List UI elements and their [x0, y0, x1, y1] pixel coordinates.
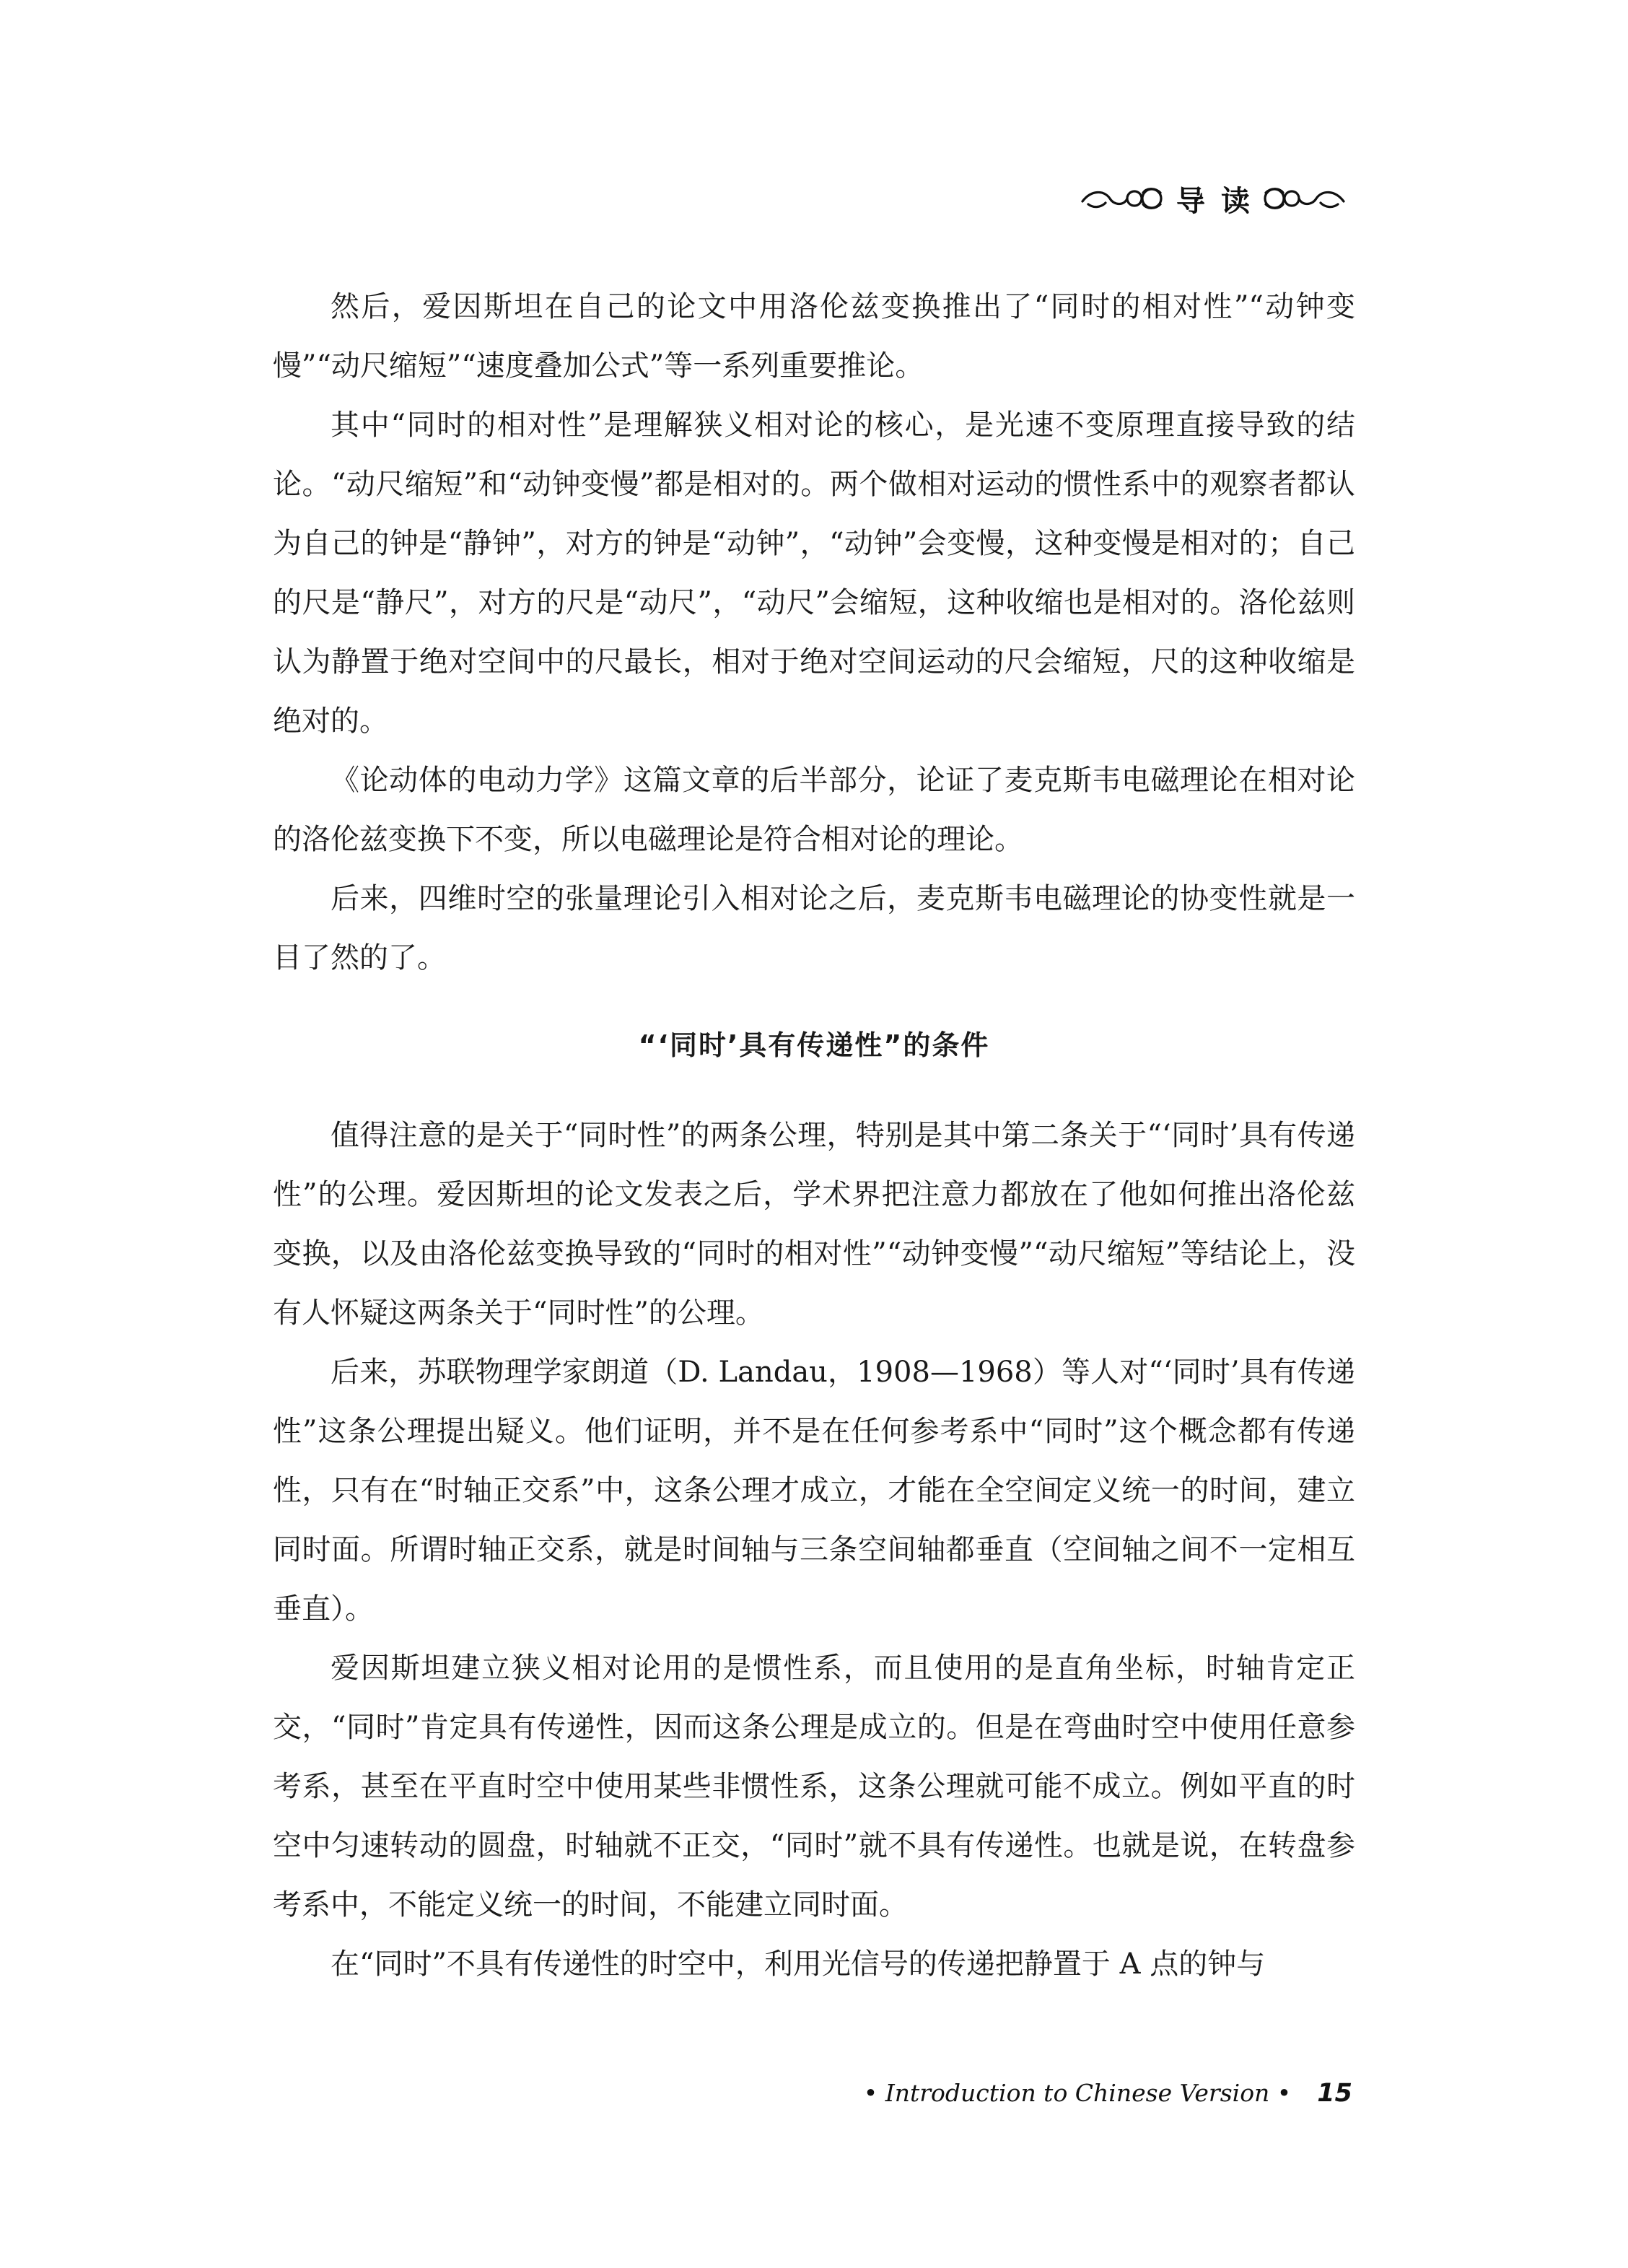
paragraph: 后来，苏联物理学家朗道（D. Landau，1908—1968）等人对“‘同时’具有传递性”这条公理提出疑义。他们证明，并不是在任何参考系中“同时”这个概念都有传递性，只有在“时轴正交系”中，这条公理才成立，才能在全空间定义统一的时间，建立同时面。所谓时轴正交系，就是时间轴与三条空间轴都垂直（空间轴之间不一定相互垂直）。 [273, 1356, 1355, 1626]
paragraph: 其中“同时的相对性”是理解狭义相对论的核心，是光速不变原理直接导致的结论。“动尺缩短”和“动钟变慢”都是相对的。两个做相对运动的惯性系中的观察者都认为自己的钟是“静钟”，对方的钟是“动钟”，“动钟”会变慢，这种变慢是相对的；自己的尺是“静尺”，对方的尺是“动尺”，“动尺”会缩短，这种收缩也是相对的。洛伦兹则认为静置于绝对空间中的尺最长，相对于绝对空间运动的尺会缩短，尺的这种收缩是绝对的。 [273, 409, 1355, 738]
paragraph: 在“同时”不具有传递性的时空中，利用光信号的传递把静置于 A 点的钟与 [331, 1948, 1266, 1981]
scroll-ornament-icon [1080, 183, 1166, 214]
running-header [1080, 173, 1347, 224]
paragraph: 值得注意的是关于“同时性”的两条公理，特别是其中第二条关于“‘同时’具有传递性”的公理。爱因斯坦的论文发表之后，学术界把注意力都放在了他如何推出洛伦兹变换，以及由洛伦兹变换导致的“同时的相对性”“动钟变慢”“动尺缩短”等结论上，没有人怀疑这两条关于“同时性”的公理。 [273, 1119, 1355, 1330]
paragraph: 然后，爱因斯坦在自己的论文中用洛伦兹变换推出了“同时的相对性”“动钟变慢”“动尺缩短”“速度叠加公式”等一系列重要推论。 [273, 290, 1355, 383]
running-footer [864, 2079, 1352, 2108]
header-title: 导读 [1176, 184, 1266, 218]
scroll-ornament-icon [1260, 183, 1347, 214]
paragraph: 爱因斯坦建立狭义相对论用的是惯性系，而且使用的是直角坐标，时轴肯定正交，“同时”肯定具有传递性，因而这条公理是成立的。但是在弯曲时空中使用任意参考系，甚至在平直时空中使用某些非惯性系，这条公理就可能不成立。例如平直的时空中匀速转动的圆盘，时轴就不正交，“同时”就不具有传递性。也就是说，在转盘参考系中，不能定义统一的时间，不能建立同时面。 [273, 1652, 1355, 1922]
section-heading: “‘同时’具有传递性”的条件 [638, 1029, 990, 1061]
footer-caption: • Introduction to Chinese Version • [863, 2079, 1292, 2107]
paragraph: 后来，四维时空的张量理论引入相对论之后，麦克斯韦电磁理论的协变性就是一目了然的了。 [273, 882, 1355, 974]
page-body [273, 277, 1355, 1994]
paragraph: 《论动体的电动力学》这篇文章的后半部分，论证了麦克斯韦电磁理论在相对论的洛伦兹变换下不变，所以电磁理论是符合相对论的理论。 [273, 764, 1355, 856]
page-number: 15 [1317, 2079, 1352, 2108]
